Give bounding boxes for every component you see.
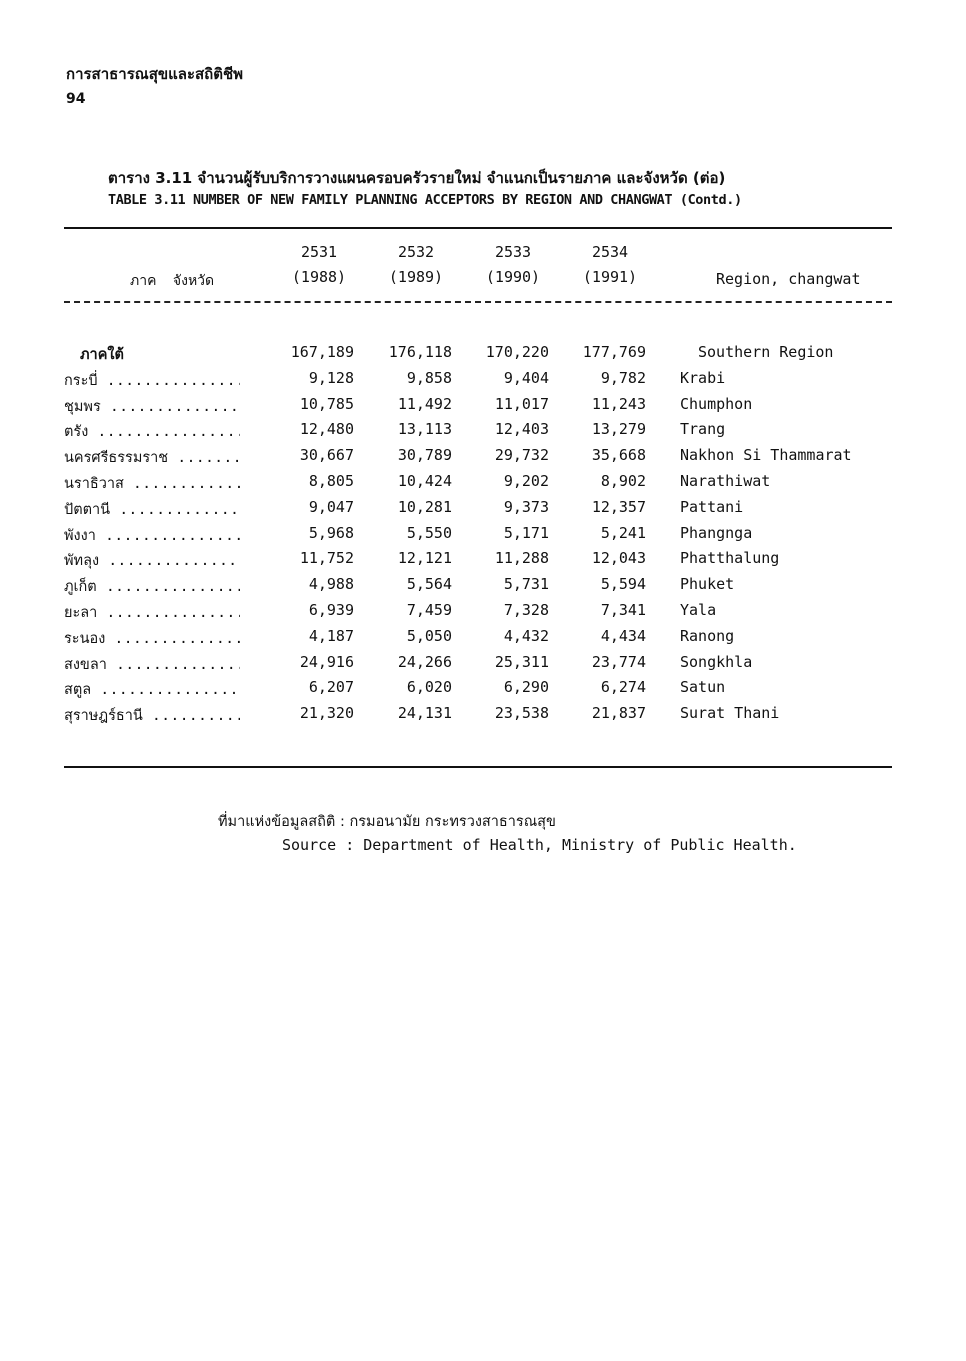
row-label-english: Nakhon Si Thammarat bbox=[680, 446, 852, 465]
cell-1988: 4,187 bbox=[308, 626, 354, 645]
row-label-english: Phuket bbox=[680, 575, 735, 594]
cell-1988: 6,207 bbox=[308, 678, 354, 697]
cell-1991: 9,782 bbox=[600, 368, 646, 387]
row-label-english: Southern Region bbox=[698, 343, 834, 361]
cell-1988: 6,939 bbox=[308, 600, 354, 619]
table-title-english: TABLE 3.11 NUMBER OF NEW FAMILY PLANNING ACCEPTORS BY REGION AND CHANGWAT (Contd.) bbox=[108, 192, 742, 208]
row-label-english: Chumphon bbox=[680, 394, 753, 413]
column-header-year-4 bbox=[565, 243, 655, 286]
page-number: 94 bbox=[66, 91, 86, 107]
table-row bbox=[0, 524, 966, 550]
cell-1988: 10,785 bbox=[299, 394, 354, 413]
table-row bbox=[0, 498, 966, 524]
row-label-english: Songkhla bbox=[680, 652, 753, 671]
year-thai: 2534 bbox=[591, 243, 629, 261]
row-label-thai: สตูล ..... bbox=[64, 678, 240, 701]
table-top-rule bbox=[64, 227, 892, 229]
cell-1988: 24,916 bbox=[299, 652, 354, 671]
row-label-english: Phatthalung bbox=[680, 549, 780, 568]
cell-1990: 9,404 bbox=[503, 368, 549, 387]
cell-1989: 9,858 bbox=[406, 368, 452, 387]
cell-1991: 13,279 bbox=[591, 420, 646, 439]
source-note-thai: ที่มาแห่งข้อมูลสถิติ : กรมอนามัย กระทรวงสาธารณสุข bbox=[218, 814, 556, 830]
source-note-english: Source : Department of Health, Ministry of Public Health. bbox=[282, 836, 797, 854]
row-label-thai: สุราษฎร์ธานี ..... bbox=[64, 704, 240, 727]
cell-1989: 10,424 bbox=[397, 471, 452, 490]
table-title-thai: ตาราง 3.11 จำนวนผู้รับบริการวางแผนครอบครัวรายใหม่ จำแนกเป็นรายภาค และจังหวัด (ต่อ) bbox=[108, 169, 726, 187]
row-label-thai: ภูเก็ต ..... bbox=[64, 575, 240, 598]
table-row bbox=[0, 369, 966, 395]
cell-1991: 7,341 bbox=[600, 600, 646, 619]
cell-1989: 24,131 bbox=[397, 704, 452, 723]
row-label-thai: ภาคใต้ bbox=[80, 347, 124, 363]
table-bottom-rule bbox=[64, 766, 892, 768]
table-body bbox=[0, 343, 966, 730]
table-row-region bbox=[0, 343, 966, 369]
cell-1990: 25,311 bbox=[494, 652, 549, 671]
row-label-english: Krabi bbox=[680, 368, 726, 387]
column-header-region-thai: ภาค จังหวัด bbox=[130, 273, 215, 289]
cell-1991: 8,902 bbox=[600, 471, 646, 490]
cell-1989: 5,050 bbox=[406, 626, 452, 645]
cell-1988: 30,667 bbox=[299, 446, 354, 465]
row-label-english: Pattani bbox=[680, 497, 744, 516]
cell-1989: 11,492 bbox=[397, 394, 452, 413]
table-row bbox=[0, 446, 966, 472]
cell-1988: 5,968 bbox=[308, 523, 354, 542]
cell-1991: 12,357 bbox=[591, 497, 646, 516]
column-header-region-english: Region, changwat bbox=[716, 270, 861, 288]
cell-1990: 5,171 bbox=[503, 523, 549, 542]
table-row bbox=[0, 575, 966, 601]
cell-1988: 21,320 bbox=[299, 704, 354, 723]
cell-1990: 29,732 bbox=[494, 446, 549, 465]
cell-1990: 11,017 bbox=[494, 394, 549, 413]
row-label-english: Ranong bbox=[680, 626, 735, 645]
row-label-thai: พัทลุง ..... bbox=[64, 549, 240, 572]
cell-1988: 9,128 bbox=[308, 368, 354, 387]
year-thai: 2531 bbox=[300, 243, 338, 261]
cell-1988: 8,805 bbox=[308, 471, 354, 490]
year-gregorian: (1990) bbox=[485, 268, 541, 286]
cell-1988: 167,189 bbox=[290, 343, 354, 361]
cell-1989: 12,121 bbox=[397, 549, 452, 568]
row-label-thai: สงขลา ..... bbox=[64, 653, 240, 676]
table-row bbox=[0, 601, 966, 627]
cell-1990: 170,220 bbox=[485, 343, 549, 361]
row-label-thai: ยะลา ..... bbox=[64, 601, 240, 624]
cell-1991: 4,434 bbox=[600, 626, 646, 645]
cell-1991: 11,243 bbox=[591, 394, 646, 413]
table-row bbox=[0, 704, 966, 730]
row-label-thai: นราธิวาส ..... bbox=[64, 472, 240, 495]
cell-1991: 5,594 bbox=[600, 575, 646, 594]
row-label-thai: พังงา ..... bbox=[64, 524, 240, 547]
row-label-english: Satun bbox=[680, 678, 726, 697]
row-label-thai: ระนอง ..... bbox=[64, 627, 240, 650]
cell-1991: 6,274 bbox=[600, 678, 646, 697]
table-row bbox=[0, 395, 966, 421]
column-header-year-3 bbox=[468, 243, 558, 286]
table-row bbox=[0, 627, 966, 653]
cell-1989: 5,550 bbox=[406, 523, 452, 542]
cell-1989: 10,281 bbox=[397, 497, 452, 516]
row-label-thai: ชุมพร ..... bbox=[64, 395, 240, 418]
column-header-year-1 bbox=[274, 243, 364, 286]
row-label-english: Narathiwat bbox=[680, 471, 771, 490]
cell-1989: 13,113 bbox=[397, 420, 452, 439]
cell-1989: 5,564 bbox=[406, 575, 452, 594]
cell-1991: 5,241 bbox=[600, 523, 646, 542]
row-label-english: Trang bbox=[680, 420, 726, 439]
row-label-english: Phangnga bbox=[680, 523, 753, 542]
row-label-thai: กระบี่ ..... bbox=[64, 369, 240, 392]
year-thai: 2532 bbox=[397, 243, 435, 261]
header-dashed-rule bbox=[64, 301, 892, 303]
table-row bbox=[0, 678, 966, 704]
cell-1990: 5,731 bbox=[503, 575, 549, 594]
cell-1989: 24,266 bbox=[397, 652, 452, 671]
cell-1990: 4,432 bbox=[503, 626, 549, 645]
cell-1990: 23,538 bbox=[494, 704, 549, 723]
row-label-thai: ตรัง ..... bbox=[64, 420, 240, 443]
cell-1988: 11,752 bbox=[299, 549, 354, 568]
cell-1989: 30,789 bbox=[397, 446, 452, 465]
year-gregorian: (1991) bbox=[582, 268, 638, 286]
cell-1990: 6,290 bbox=[503, 678, 549, 697]
row-label-english: Surat Thani bbox=[680, 704, 780, 723]
cell-1991: 177,769 bbox=[582, 343, 646, 361]
cell-1988: 4,988 bbox=[308, 575, 354, 594]
cell-1989: 6,020 bbox=[406, 678, 452, 697]
row-label-english: Yala bbox=[680, 600, 717, 619]
cell-1990: 9,373 bbox=[503, 497, 549, 516]
cell-1990: 9,202 bbox=[503, 471, 549, 490]
cell-1988: 9,047 bbox=[308, 497, 354, 516]
column-header-year-2 bbox=[371, 243, 461, 286]
cell-1991: 23,774 bbox=[591, 652, 646, 671]
cell-1988: 12,480 bbox=[299, 420, 354, 439]
row-label-thai: ปัตตานี ..... bbox=[64, 498, 240, 521]
table-row bbox=[0, 420, 966, 446]
cell-1990: 11,288 bbox=[494, 549, 549, 568]
year-gregorian: (1989) bbox=[388, 268, 444, 286]
cell-1990: 7,328 bbox=[503, 600, 549, 619]
row-label-thai: นครศรีธรรมราช ..... bbox=[64, 446, 240, 469]
table-row bbox=[0, 653, 966, 679]
year-thai: 2533 bbox=[494, 243, 532, 261]
cell-1991: 21,837 bbox=[591, 704, 646, 723]
cell-1991: 35,668 bbox=[591, 446, 646, 465]
cell-1989: 176,118 bbox=[388, 343, 452, 361]
running-header: การสาธารณสุขและสถิติชีพ bbox=[66, 65, 244, 83]
cell-1991: 12,043 bbox=[591, 549, 646, 568]
cell-1989: 7,459 bbox=[406, 600, 452, 619]
table-row bbox=[0, 549, 966, 575]
year-gregorian: (1988) bbox=[291, 268, 347, 286]
cell-1990: 12,403 bbox=[494, 420, 549, 439]
table-row bbox=[0, 472, 966, 498]
